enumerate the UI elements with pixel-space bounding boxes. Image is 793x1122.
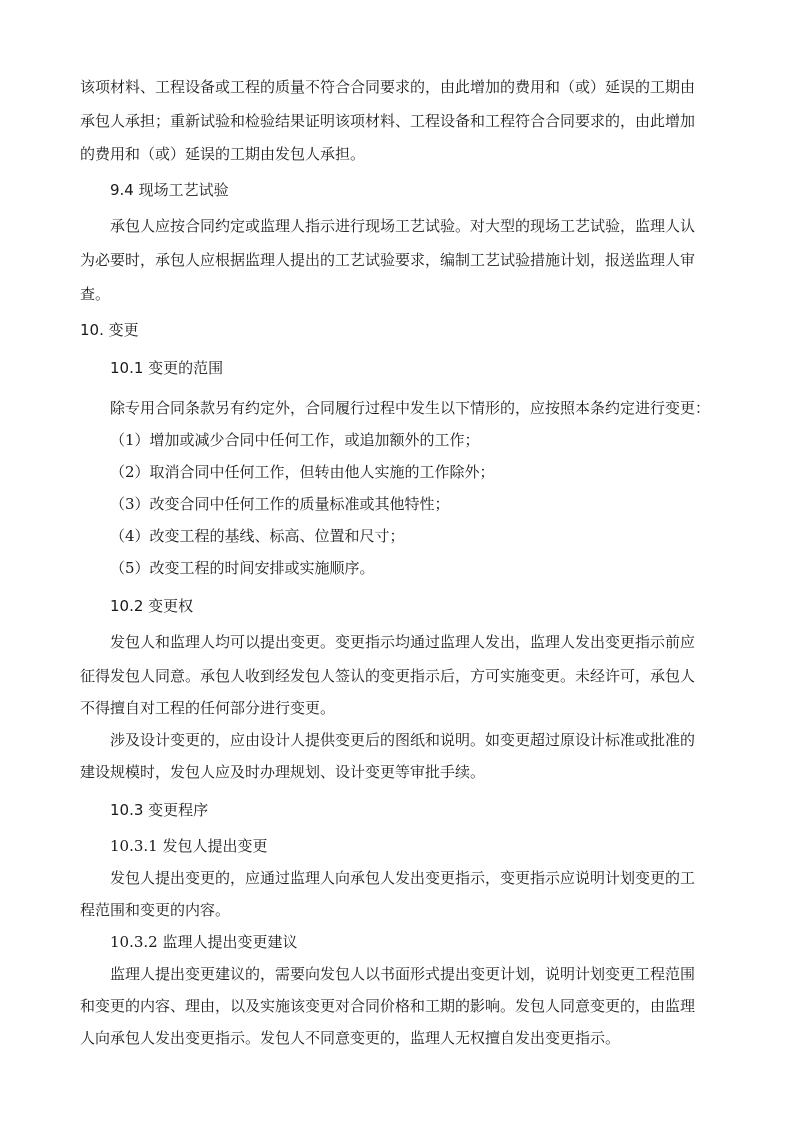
paragraph-line: 为必要时，承包人应根据监理人提出的工艺试验要求，编制工艺试验措施计划，报送监理人审 [80,251,696,269]
subsection-heading-10-3-1: 10.3.1 发包人提出变更 [110,837,268,855]
list-item: （4）改变工程的基线、标高、位置和尺寸； [110,527,405,545]
section-heading-10-1: 10.1 变更的范围 [110,359,224,377]
paragraph-line: 发包人提出变更的，应通过监理人向承包人发出变更指示，变更指示应说明计划变更的工 [110,869,696,887]
section-heading-10-3: 10.3 变更程序 [110,801,209,819]
list-item: （3）改变合同中任何工作的质量标准或其他特性； [110,495,450,513]
paragraph-line: 承包人应按合同约定或监理人指示进行现场工艺试验。对大型的现场工艺试验，监理人认 [110,217,696,235]
section-heading-9-4: 9.4 现场工艺试验 [110,181,229,199]
section-heading-10-2: 10.2 变更权 [110,597,194,615]
paragraph-line: 的费用和（或）延误的工期由发包人承担。 [80,145,366,163]
paragraph-line: 征得发包人同意。承包人收到经发包人签认的变更指示后，方可实施变更。未经许可，承包人 [80,667,696,685]
paragraph-line: 发包人和监理人均可以提出变更。变更指示均通过监理人发出，监理人发出变更指示前应 [110,633,696,651]
paragraph-line: 监理人提出变更建议的，需要向发包人以书面形式提出变更计划，说明计划变更工程范围 [110,965,696,983]
list-item: （2）取消合同中任何工作，但转由他人实施的工作除外； [110,463,495,481]
list-item: （5）改变工程的时间安排或实施顺序。 [110,559,375,577]
paragraph-line: 该项材料、工程设备或工程的质量不符合合同要求的，由此增加的费用和（或）延误的工期由 [80,78,696,96]
section-heading-10: 10. 变更 [80,321,139,339]
paragraph-line: 和变更的内容、理由，以及实施该变更对合同价格和工期的影响。发包人同意变更的，由监理 [80,997,696,1015]
paragraph-line: 除专用合同条款另有约定外，合同履行过程中发生以下情形的，应按照本条约定进行变更： [110,399,711,417]
subsection-heading-10-3-2: 10.3.2 监理人提出变更建议 [110,933,298,951]
paragraph-line: 人向承包人发出变更指示。发包人不同意变更的，监理人无权擅自发出变更指示。 [80,1029,621,1047]
paragraph-line: 建设规模时，发包人应及时办理规划、设计变更等审批手续。 [80,763,486,781]
paragraph-line: 程范围和变更的内容。 [80,901,231,919]
list-item: （1）增加或减少合同中任何工作，或追加额外的工作； [110,431,480,449]
paragraph-line: 涉及设计变更的，应由设计人提供变更后的图纸和说明。如变更超过原设计标准或批准的 [110,731,696,749]
paragraph-line: 不得擅自对工程的任何部分进行变更。 [80,699,336,717]
paragraph-line: 查。 [80,285,111,303]
paragraph-line: 承包人承担；重新试验和检验结果证明该项材料、工程设备和工程符合合同要求的，由此增加 [80,112,696,130]
